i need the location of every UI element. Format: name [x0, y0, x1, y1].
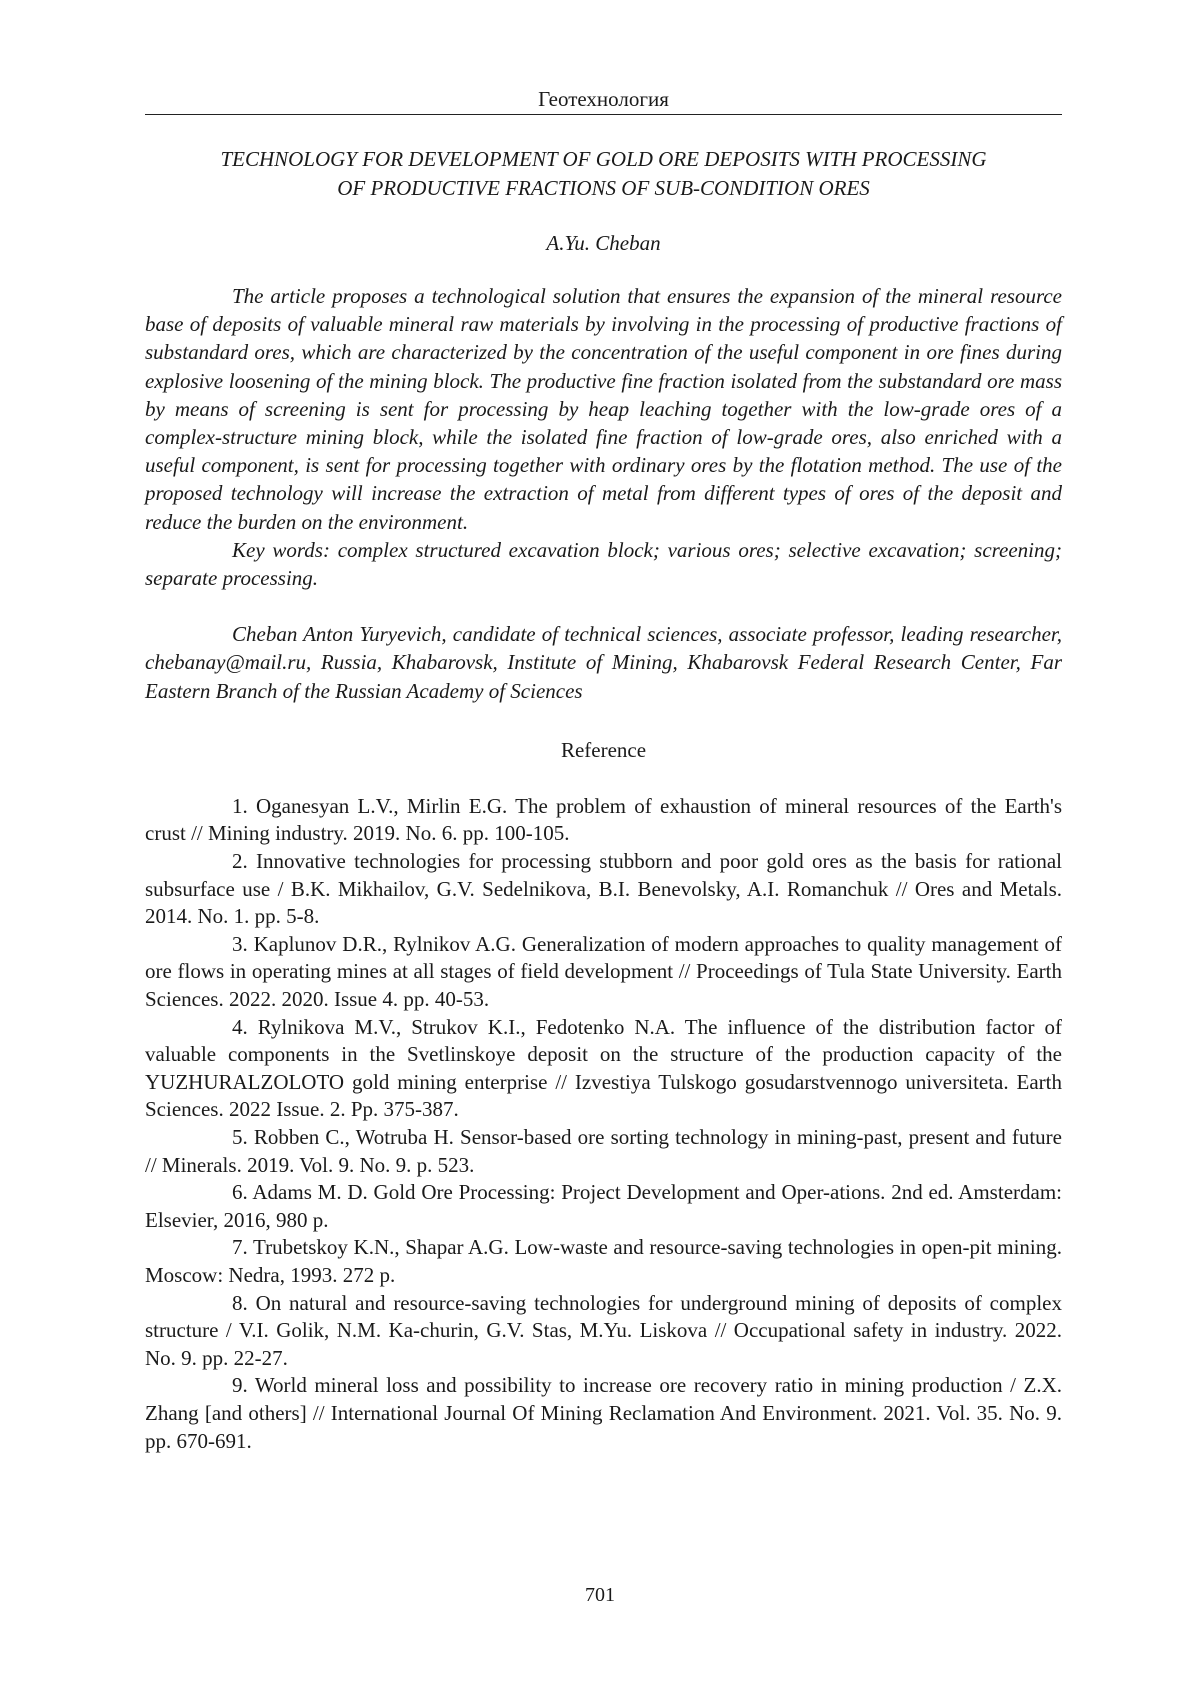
keywords-paragraph: Key words: complex structured excavation block; various ores; selective excavation; screening; separate processing. — [145, 537, 1062, 591]
reference-item: 8. On natural and resource-saving technologies for underground mining of deposits of complex structure / V.I. Golik, N.M. Ka-churin, G.V. Stas, M.Yu. Liskova // Occupational safety in industry. 2022. No. 9. pp. 22-27. — [145, 1290, 1062, 1370]
running-header: Геотехнология — [145, 86, 1062, 115]
reference-item: 1. Oganesyan L.V., Mirlin E.G. The problem of exhaustion of mineral resources of the Earth's crust // Mining industry. 2019. No. 6. pp. 100-105. — [145, 793, 1062, 846]
reference-item: 7. Trubetskoy K.N., Shapar A.G. Low-waste and resource-saving technologies in open-pit mining. Moscow: Nedra, 1993. 272 p. — [145, 1235, 1062, 1287]
reference-item: 6. Adams M. D. Gold Ore Processing: Project Development and Oper-ations. 2nd ed. Amsterdam: Elsevier, 2016, 980 p. — [145, 1180, 1062, 1232]
article-title-line-2: OF PRODUCTIVE FRACTIONS OF SUB-CONDITION ORES — [337, 176, 870, 200]
reference-item: 3. Kaplunov D.R., Rylnikov A.G. Generalization of modern approaches to quality management of ore flows in operating mines at all stages of field development // Proceedings of Tula State University. Earth Sciences. 2022. 2020. Issue 4. pp. 40-53. — [145, 931, 1062, 1011]
article-title-line-1: TECHNOLOGY FOR DEVELOPMENT OF GOLD ORE DEPOSITS WITH PROCESSING — [220, 147, 987, 171]
reference-item: 2. Innovative technologies for processing stubborn and poor gold ores as the basis for rational subsurface use / B.K. Mikhailov, G.V. Sedelnikova, B.I. Benevolsky, A.I. Romanchuk // Ores and Metals. 2014. No. 1. pp. 5-8. — [145, 849, 1062, 929]
article-title — [145, 145, 1062, 203]
reference-item: 4. Rylnikova M.V., Strukov K.I., Fedotenko N.A. The influence of the distribution factor of valuable components in the Svetlinskoye deposit on the structure of the production capacity of the YUZHURALZOLOTO gold mining enterprise // Izvestiya Tulskogo gosudarstvennogo universiteta. Earth Sciences. 2022 Issue. 2. Pp. 375-387. — [145, 1014, 1062, 1122]
author-info-paragraph: Cheban Anton Yuryevich, candidate of technical sciences, associate professor, leading researcher, chebanay@mail.ru, Russia, Khabarovsk, Institute of Mining, Khabarovsk Federal Research Center, Far Eastern Branch of the Russian Academy of Sciences — [145, 622, 1062, 703]
page-content — [145, 86, 1062, 1455]
abstract-paragraph: The article proposes a technological solution that ensures the expansion of the mineral resource base of deposits of valuable mineral raw materials by involving in the processing of productive fractions of substandard ores, which are characterized by the concentration of the useful component in ore fines during explosive loosening of the mining block. The productive fine fraction isolated from the substandard ore mass by means of screening is sent for processing by heap leaching together with the low-grade ores of a complex-structure mining block, while the isolated fine fraction of low-grade ores, also enriched with a useful component, is sent for processing together with ordinary ores by the flotation method. The use of the proposed technology will increase the extraction of metal from different types of ores of the deposit and reduce the burden on the environment. — [145, 284, 1062, 534]
article-author: A.Yu. Cheban — [546, 231, 661, 255]
page-number: 701 — [585, 1584, 615, 1606]
reference-list — [145, 793, 1062, 1455]
reference-item: 5. Robben C., Wotruba H. Sensor-based ore sorting technology in mining-past, present and future // Minerals. 2019. Vol. 9. No. 9. p. 523. — [145, 1124, 1062, 1177]
reference-item: 9. World mineral loss and possibility to increase ore recovery ratio in mining production / Z.X. Zhang [and others] // International Journal Of Mining Reclamation And Environment. 2021. Vol. 35. No. 9. pp. 670-691. — [145, 1373, 1062, 1453]
references-heading: Reference — [560, 737, 647, 762]
